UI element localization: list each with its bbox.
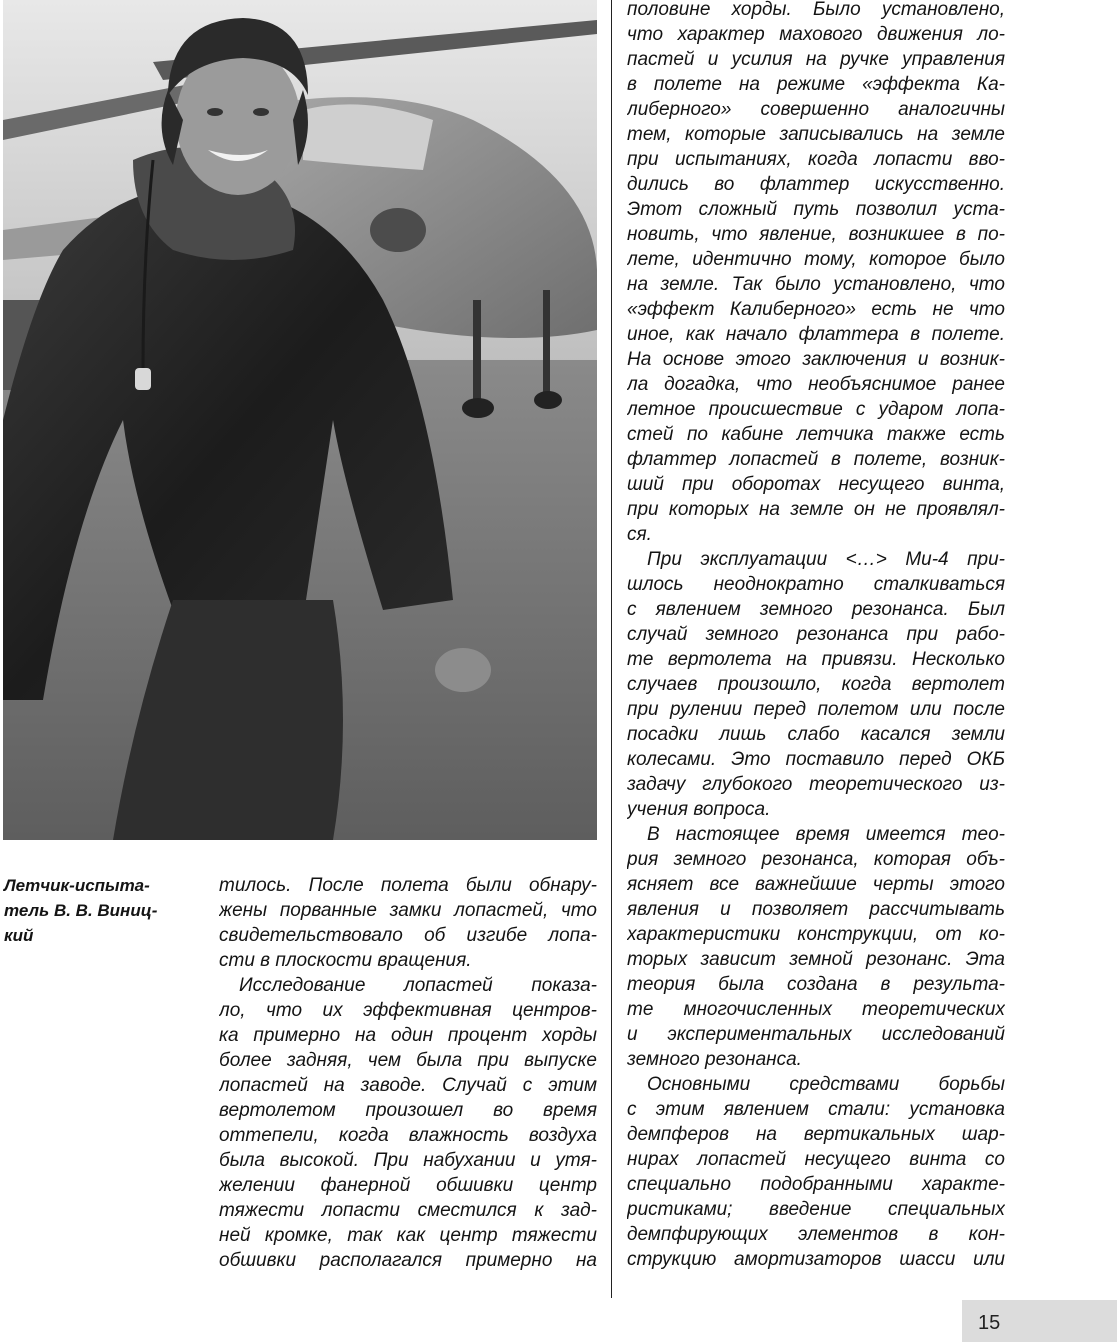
text-line: те многочисленных теоретических	[627, 999, 1005, 1020]
text-line: при которых на земле он не проявлял-	[627, 499, 1005, 520]
text-line: с явлением земного резонанса. Был	[627, 599, 1005, 620]
text-line: демпферов на вертикальных шар-	[627, 1124, 1005, 1145]
text-line: обшивки располагался примерно на	[219, 1250, 597, 1271]
text-line: вертолетом произошел во время	[219, 1100, 597, 1121]
text-line: жены порванные замки лопастей, что	[219, 900, 597, 921]
middle-text-column	[219, 873, 597, 1273]
text-line: явления и позволяет рассчитывать	[627, 899, 1005, 920]
text-line: стей по кабине летчика также есть	[627, 424, 1005, 445]
text-line: свидетельствовало об изгибе лопа-	[219, 925, 597, 946]
text-line: что характер махового движения ло-	[627, 24, 1005, 45]
caption-line: Летчик-испыта-	[4, 876, 150, 895]
photo-pilot-helicopter-icon	[3, 0, 597, 840]
text-line: торых зависит земной резонанс. Эта	[627, 949, 1005, 970]
text-line: Исследование лопастей показа-	[239, 975, 597, 996]
text-line: либерного» совершенно аналогичны	[627, 99, 1005, 120]
text-line: демпфирующих элементов в кон-	[627, 1224, 1005, 1245]
pilot-photo	[3, 0, 597, 840]
text-line: ристиками; введение специальных	[627, 1199, 1005, 1220]
text-line: посадки лишь слабо касался земли	[627, 724, 1005, 745]
text-line: рия земного резонанса, которая объ-	[627, 849, 1005, 870]
text-line: случаев произошло, когда вертолет	[627, 674, 1005, 695]
text-line: характеристики конструкции, от ко-	[627, 924, 1005, 945]
text-line: дились во флаттер искусственно.	[627, 174, 1005, 195]
text-line: На основе этого заключения и возник-	[627, 349, 1005, 370]
text-line: тилось. После полета были обнару-	[219, 875, 597, 896]
text-line: ясняет все важнейшие черты этого	[627, 874, 1005, 895]
text-line: на земле. Так было установлено, что	[627, 274, 1005, 295]
text-line: иное, как начало флаттера в полете.	[627, 324, 1005, 345]
text-line: ка примерно на один процент хорды	[219, 1025, 597, 1046]
text-line: флаттер лопастей в полете, возник-	[627, 449, 1005, 470]
text-line: более задняя, чем была при выпуске	[219, 1050, 597, 1071]
text-line: шлось неоднократно сталкиваться	[627, 574, 1005, 595]
text-line: при рулении перед полетом или после	[627, 699, 1005, 720]
caption-line: тель В. В. Виниц-	[4, 901, 158, 920]
text-line: «эффект Калиберного» есть не что	[627, 299, 1005, 320]
text-line: колесами. Это поставило перед ОКБ	[627, 749, 1005, 770]
text-line: лопастей на заводе. Случай с этим	[219, 1075, 597, 1096]
text-line: ней кромке, так как центр тяжести	[219, 1225, 597, 1246]
text-line: новить, что явление, возникшее в по-	[627, 224, 1005, 245]
column-divider	[611, 0, 612, 1298]
text-line: в полете на режиме «эффекта Ка-	[627, 74, 1005, 95]
text-line: желении фанерной обшивки центр	[219, 1175, 597, 1196]
text-line: Этот сложный путь позволил уста-	[627, 199, 1005, 220]
text-line: нирах лопастей несущего винта со	[627, 1149, 1005, 1170]
text-line: В настоящее время имеется тео-	[647, 824, 1005, 845]
text-line: При эксплуатации <…> Ми-4 при-	[647, 549, 1005, 570]
text-line: летное происшествие с ударом лопа-	[627, 399, 1005, 420]
text-line: оттепели, когда влажность воздуха	[219, 1125, 597, 1146]
text-line: те вертолета на привязи. Несколько	[627, 649, 1005, 670]
text-line: ло, что их эффективная центров-	[219, 1000, 597, 1021]
text-line: ся.	[627, 524, 652, 545]
text-line: случай земного резонанса при рабо-	[627, 624, 1005, 645]
photo-caption	[4, 873, 194, 948]
text-line: Основными средствами борьбы	[647, 1074, 1005, 1095]
text-line: была высокой. При набухании и утя-	[219, 1150, 597, 1171]
text-line: учения вопроса.	[627, 799, 771, 820]
text-line: задачу глубокого теоретического из-	[627, 774, 1005, 795]
text-line: половине хорды. Было установлено,	[627, 0, 1005, 20]
text-line: с этим явлением стали: установка	[627, 1099, 1005, 1120]
text-line: ший при оборотах несущего винта,	[627, 474, 1005, 495]
text-line: тяжести лопасти сместился к зад-	[219, 1200, 597, 1221]
caption-line: кий	[4, 926, 34, 945]
text-line: земного резонанса.	[627, 1049, 802, 1070]
text-line: лете, идентично тому, которое было	[627, 249, 1005, 270]
right-text-column	[627, 0, 1005, 1272]
page-number: 15	[978, 1312, 1001, 1334]
text-line: тем, которые записывались на земле	[627, 124, 1005, 145]
text-line: при испытаниях, когда лопасти вво-	[627, 149, 1005, 170]
text-line: ла догадка, что необъяснимое ранее	[627, 374, 1005, 395]
text-line: пастей и усилия на ручке управления	[627, 49, 1005, 70]
text-line: специально подобранными характе-	[627, 1174, 1005, 1195]
text-line: сти в плоскости вращения.	[219, 950, 472, 971]
text-line: и экспериментальных исследований	[627, 1024, 1005, 1045]
text-line: теория была создана в результа-	[627, 974, 1005, 995]
text-line: струкцию амортизаторов шасси или	[627, 1249, 1005, 1270]
